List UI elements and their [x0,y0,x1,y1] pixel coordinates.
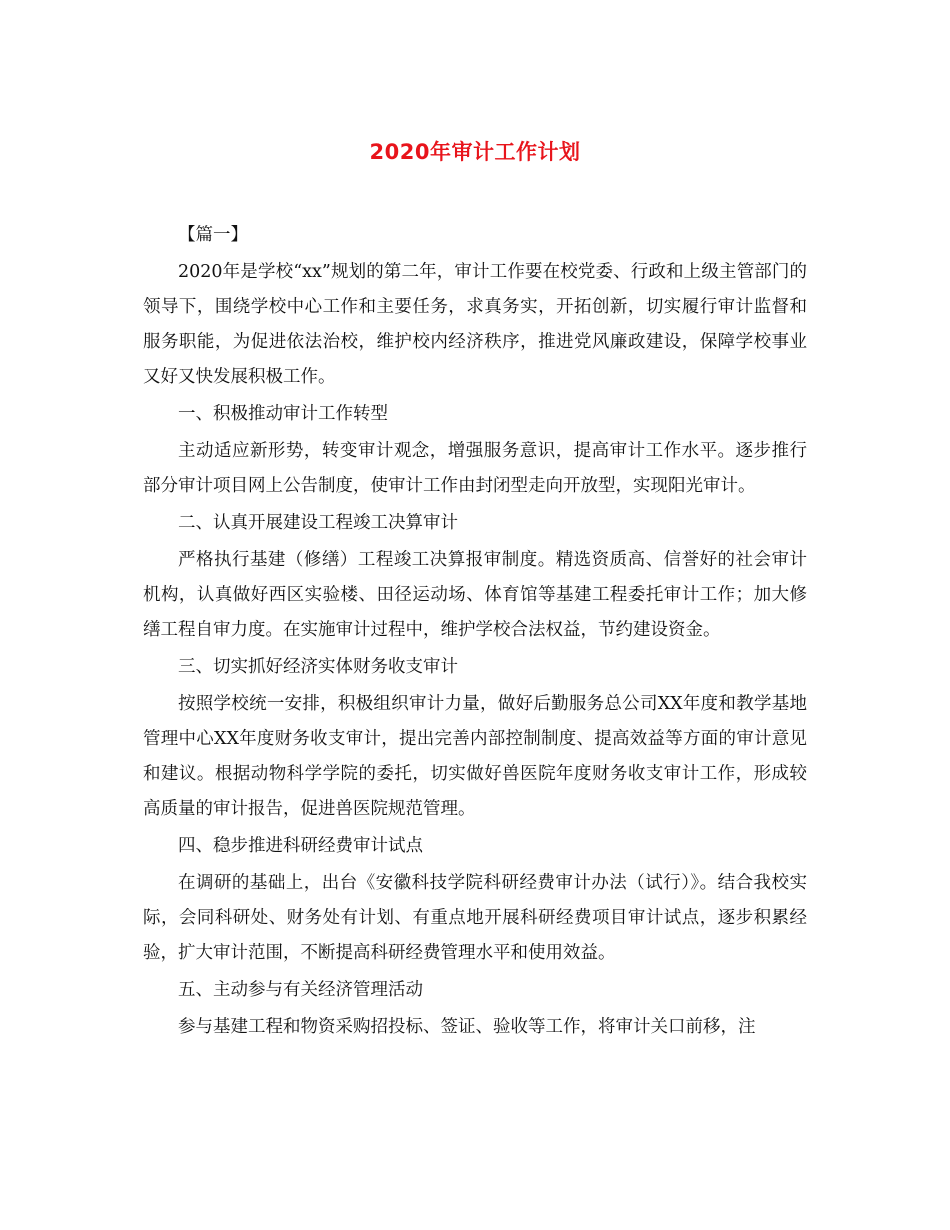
body-paragraph: 2020年是学校“xx”规划的第二年，审计工作要在校党委、行政和上级主管部门的领导下，围绕学校中心工作和主要任务，求真务实，开拓创新，切实履行审计监督和服务职能，为促进依法治校，维护校内经济秩序，推进党风廉政建设，保障学校事业又好又快发展积极工作。 [143,262,807,387]
document-title: 2020年审计工作计划 [369,140,581,164]
body-paragraph: 参与基建工程和物资采购招投标、签证、验收等工作，将审计关口前移，注 [178,1017,756,1037]
section-heading: 一、积极推动审计工作转型 [178,404,388,424]
section-heading: 三、切实抓好经济实体财务收支审计 [178,657,458,677]
body-paragraph: 严格执行基建（修缮）工程竣工决算报审制度。精选资质高、信誉好的社会审计机构，认真做好西区实验楼、田径运动场、体育馆等基建工程委托审计工作；加大修缮工程自审力度。在实施审计过程中，维护学校合法权益，节约建设资金。 [143,550,807,640]
section-heading: 五、主动参与有关经济管理活动 [178,980,423,1000]
body-paragraph: 在调研的基础上，出台《安徽科技学院科研经费审计办法（试行）》。结合我校实际，会同科研处、财务处有计划、有重点地开展科研经费项目审计试点，逐步积累经验，扩大审计范围，不断提高科研经费管理水平和使用效益。 [143,873,807,963]
section-heading: 二、认真开展建设工程竣工决算审计 [178,513,458,533]
document-body [143,218,807,1047]
section-heading: 四、稳步推进科研经费审计试点 [178,836,423,856]
body-paragraph: 按照学校统一安排，积极组织审计力量，做好后勤服务总公司XX年度和教学基地管理中心XX年度财务收支审计，提出完善内部控制制度、提高效益等方面的审计意见和建议。根据动物科学学院的委托，切实做好兽医院年度财务收支审计工作，形成较高质量的审计报告，促进兽医院规范管理。 [143,694,807,819]
section-label: 【篇一】 [178,225,248,245]
body-paragraph: 主动适应新形势，转变审计观念，增强服务意识，提高审计工作水平。逐步推行部分审计项目网上公告制度，使审计工作由封闭型走向开放型，实现阳光审计。 [143,441,807,496]
